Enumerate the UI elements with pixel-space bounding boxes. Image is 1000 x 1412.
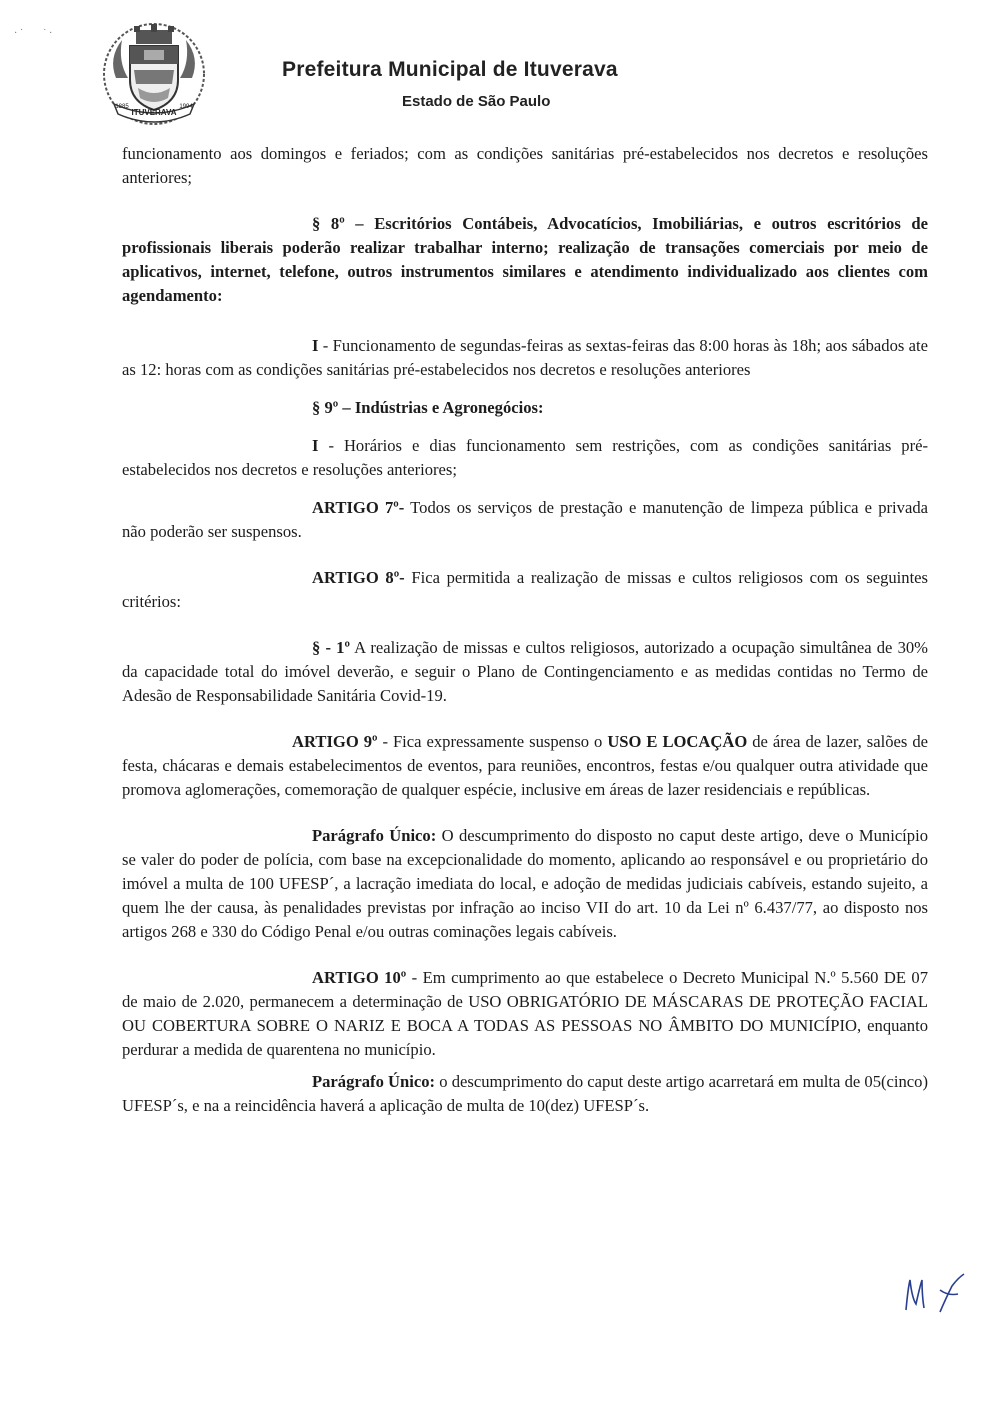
article-text-a: - Fica expressamente suspenso o [377, 732, 608, 751]
paragraph-paragrafo-unico-2 [122, 1070, 928, 1118]
paragraph-item-i-industries [122, 434, 928, 482]
section-lead: § - 1º [312, 638, 350, 657]
article-lead: ARTIGO 9º [292, 732, 378, 751]
item-lead: I [312, 336, 319, 355]
paragraph-artigo-7 [122, 496, 928, 544]
item-text: - Funcionamento de segundas-feiras as sextas-feiras das 8:00 horas às 18h; aos sábados ate as 12: horas com as condições sanitárias pré-estabelecidos nos decretos e resoluções anteriores [122, 336, 928, 379]
paragraph-paragrafo-unico-1 [122, 824, 928, 944]
article-text: Todos os serviços de prestação e manutenção de limpeza pública e privada não poderão ser suspensos. [122, 498, 928, 541]
paragraph-item-i-hours [122, 334, 928, 382]
crest-banner-text: ITUVERAVA [131, 108, 177, 117]
scan-specks: · ˙ ˙ · [14, 28, 53, 39]
item-text: - Horários e dias funcionamento sem restrições, com as condições sanitárias pré-estabelecidos nos decretos e resoluções anteriores; [122, 436, 928, 479]
crest-year-right: 1994 [179, 104, 193, 110]
paragraph-section-9: § 9º – Indústrias e Agronegócios: [312, 398, 544, 417]
paragraph-1: funcionamento aos domingos e feriados; com as condições sanitárias pré-estabelecidos nos decretos e resoluções anteriores; [122, 144, 928, 187]
article-lead: ARTIGO 10º [312, 968, 407, 987]
article-bold-phrase: USO E LOCAÇÃO [607, 732, 748, 751]
paragraph-artigo-10 [122, 966, 928, 1062]
article-text: - Em cumprimento ao que estabelece o Decreto Municipal N.º 5.560 DE 07 de maio de 2.020, permanecem a determinação de USO OBRIGATÓRIO DE MÁSCARAS DE PROTEÇÃO FACIAL OU COBERTURA SOBRE O NARIZ E BOCA A TODAS AS PESSOAS NO ÂMBITO DO MUNICÍPIO, enquanto perdurar a medida de quarentena no município. [122, 968, 928, 1059]
municipal-crest-icon [98, 18, 210, 126]
crest-year-left: 1885 [115, 104, 129, 110]
handwritten-initials-icon [900, 1270, 970, 1318]
paragraph-section-8: § 8º – Escritórios Contábeis, Advocatícios, Imobiliárias, e outros escritórios de profissionais liberais poderão realizar trabalhar interno; realização de transações comerciais por meio de aplicativos, internet, telefone, outros instrumentos similares e atendimento individualizado aos clientes com agendamento: [122, 214, 928, 305]
header-title: Prefeitura Municipal de Ituverava [282, 58, 618, 81]
item-lead: I [312, 436, 319, 455]
header-subtitle: Estado de São Paulo [402, 93, 551, 110]
article-text: Fica permitida a realização de missas e cultos religiosos com os seguintes critérios: [122, 568, 928, 611]
section-text: A realização de missas e cultos religiosos, autorizado a ocupação simultânea de 30% da capacidade total do imóvel deverão, e seguir o Plano de Contingenciamento e as medidas contidas no Termo de Adesão de Responsabilidade Sanitária Covid-19. [122, 638, 928, 705]
article-lead: ARTIGO 7º- [312, 498, 405, 517]
document-body [122, 142, 928, 1118]
paragraph-lead: Parágrafo Único: [312, 1072, 436, 1091]
paragraph-artigo-8 [122, 566, 928, 614]
paragraph-text: O descumprimento do disposto no caput deste artigo, deve o Município se valer do poder de polícia, com base na excepcionalidade do momento, aplicando ao responsável e ou proprietário do imóvel a multa de 100 UFESP´, a lacração imediata do local, e adoção de medidas judiciais cabíveis, estando sujeito, a quem lhe der causa, às penalidades previstas por infração ao inciso VII do art. 10 da Lei nº 6.437/77, ao disposto nos artigos 268 e 330 do Código Penal e/ou outras cominações legais cabíveis. [122, 826, 928, 941]
paragraph-artigo-9 [122, 730, 928, 802]
paragraph-section-1 [122, 636, 928, 708]
paragraph-text: o descumprimento do caput deste artigo acarretará em multa de 05(cinco) UFESP´s, e na a reincidência haverá a aplicação de multa de 10(dez) UFESP´s. [122, 1072, 928, 1115]
article-lead: ARTIGO 8º- [312, 568, 405, 587]
paragraph-lead: Parágrafo Único: [312, 826, 437, 845]
article-text-b: de área de lazer, salões de festa, chácaras e demais estabelecimentos de eventos, para reuniões, encontros, festas e/ou qualquer outra atividade que promova aglomerações, comemoração de qualquer espécie, inclusive em áreas de lazer residenciais e repúblicas. [122, 732, 928, 799]
